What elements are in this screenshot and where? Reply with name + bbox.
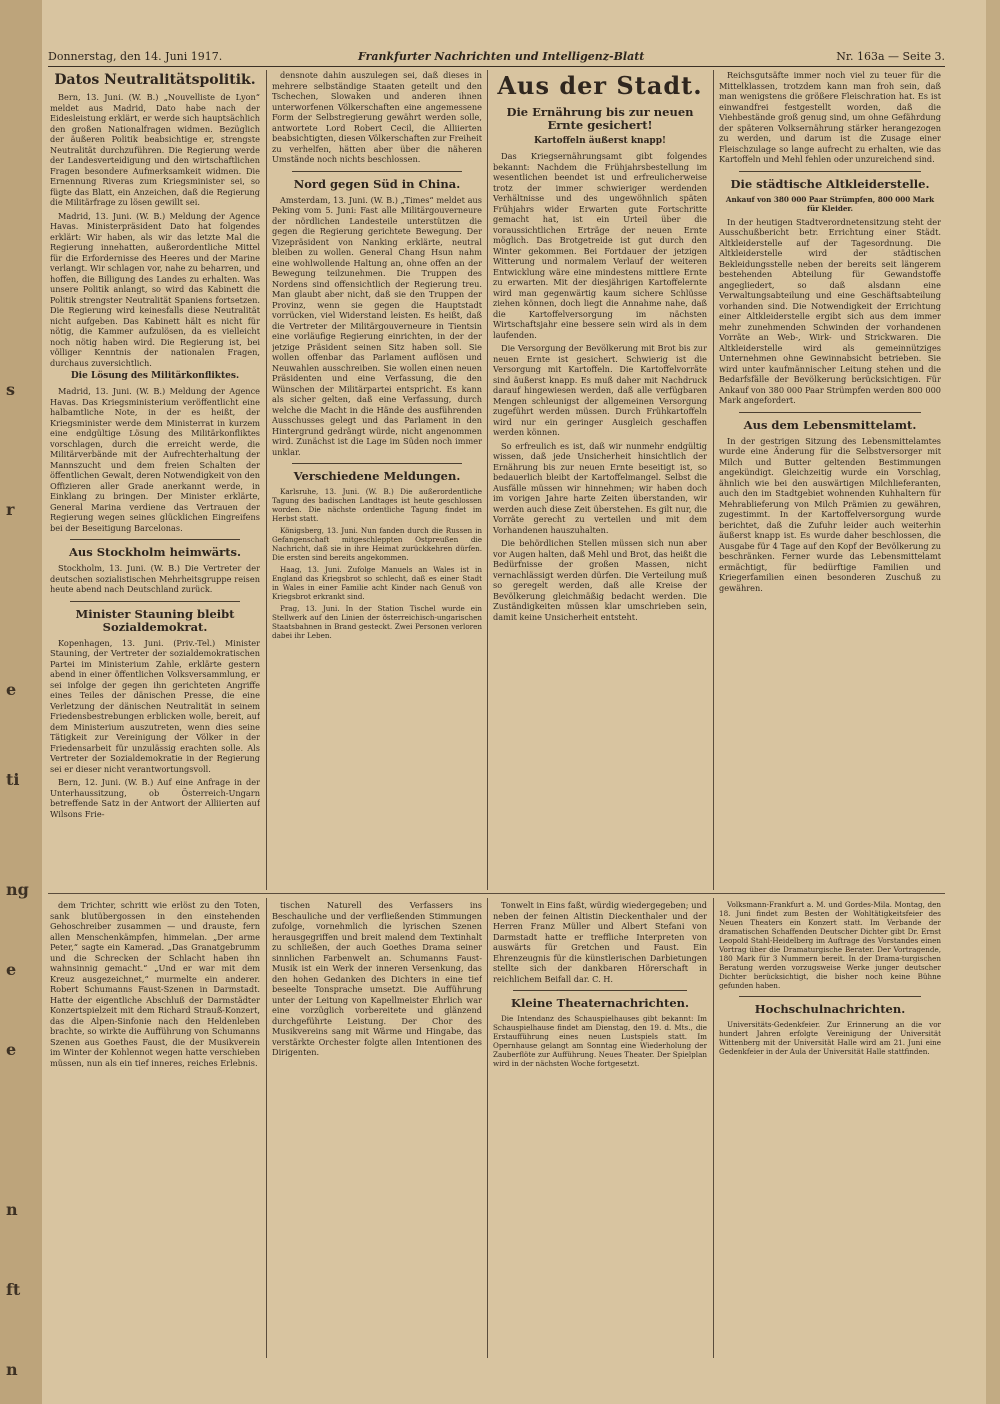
divider — [70, 601, 240, 602]
feuilleton-col-1 — [50, 900, 260, 1355]
column-rule — [266, 898, 267, 1358]
edge-letter: ti — [6, 770, 20, 789]
edge-letter: ft — [6, 1280, 21, 1299]
column-politics — [50, 70, 260, 890]
feuilleton-col-3 — [493, 900, 707, 1355]
edge-letter: e — [6, 680, 17, 699]
previous-page-edge — [0, 0, 42, 1404]
article-text: Reichsgutsäfte immer noch viel zu teuer für die Mittelklassen, trotzdem kann man froh sein, daß man wenigstens die größere Fleischration hat. Es ist einwandfrei festgestellt worden, daß die Viehbestände groß genug sind, um ohne Gefährdung der späteren Volksernährung stärker herangezogen zu werden, und darum ist die Zusage einer Fleischzulage so lange aufrecht zu erhalten, wie das Kartoffeln und Mehl fehlen oder unzureichend sind. — [719, 70, 941, 164]
column-city-2 — [719, 70, 941, 890]
edge-letter: s — [6, 380, 16, 399]
issue-number: Nr. 163a — Seite 3. — [836, 50, 945, 63]
headline-various: Verschiedene Meldungen. — [293, 469, 461, 483]
article-text: Die behördlichen Stellen müssen sich nun aber vor Augen halten, daß Mehl und Brot, das heißt die Bedürfnisse der großen Massen, nicht vernachlässigt werden dürfen. Die Verteilung muß so geregelt werden, daß alle Kreise der Bevölkerung gleichmäßig bedacht werden. Die Zuständigkeiten müssen klar umschrieben sein, damit keine Unsicherheit entsteht. — [493, 538, 707, 622]
divider — [513, 990, 687, 991]
feuilleton-col-4 — [719, 900, 941, 1355]
edge-letter: n — [6, 1200, 18, 1219]
article-text: Kopenhagen, 13. Juni. (Priv.-Tel.) Minister Stauning, der Vertreter der sozialdemokratischen Partei im Ministerium Zahle, erklärte gestern abend in einer öffentlichen Volksversammlung, er sei infolge der gegen ihn gerichteten Angriffe eines Teiles der dänischen Presse, die eine Verletzung der dänischen Neutralität in seinem Friedensbestrebungen erblicken wolle, bereit, auf dem Ministerium auszutreten, wenn dies seine Tätigkeit zur Vereinigung der Völker in der Friedensarbeit für unzulässig erachten solle. Als Vertreter der Sozialdemokratie in der Regierung sei er dieser nicht verantwortungsvoll. — [50, 637, 260, 774]
article-text: Stockholm, 13. Juni. (W. B.) Die Vertreter der deutschen sozialistischen Mehrheitsgruppe reisen heute abend nach Deutschland zurück. — [50, 563, 260, 594]
article-text: Bern, 13. Juni. (W. B.) „Nouvelliste de Lyon“ meldet aus Madrid, Dato habe nach der Eidesleistung erklärt, er werde sich hauptsächlich den großen Nationalfragen widmen. Bezüglich der äußeren Politik beabsichtige er, strengste Neutralität durchzuführen. Die Regierung werde der Landesverteidigung und den wirtschaftlichen Fragen besondere Aufmerksamkeit widmen. Die Ernennung Riveras zum Kriegsminister sei, so fügte das Blatt, ein Anzeichen, daß die Regierung die Militärfrage zu lösen gewillt sei. — [50, 92, 260, 207]
article-text: Volksmann-Frankfurt a. M. und Gordes-Mila. Montag, den 18. Juni findet zum Besten der Wohltätigkeitsfeier des Neuen Theaters ein Konzert statt. Im Verbande der dramatischen Schaffenden Deutscher Dichter gibt Dr. Ernst Leopold Stahl-Heidelberg im Auftrage des Vorstandes einen Vortrag über die Dramaturgische Berater. Der Vortragende, 180 Mark für 3 Nummern bereit. In der Drama-turgischen Beratung werden vorzugsweise Werke junger deutscher Dichter berücksichtigt, die bisher noch keine Bühne gefunden haben. — [719, 900, 941, 990]
section-rule — [48, 893, 945, 894]
headline-clothing: Die städtische Altkleiderstelle. — [730, 176, 930, 191]
divider — [292, 463, 462, 464]
headline-china: Nord gegen Süd in China. — [293, 176, 461, 191]
headline-nutrition: Die Ernährung bis zur neuen Ernte gesichert! — [506, 105, 694, 132]
issue-date: Donnerstag, den 14. Juni 1917. — [48, 50, 223, 63]
newspaper-title: Frankfurter Nachrichten und Intelligenz-Blatt — [358, 50, 645, 63]
article-text: Haag, 13. Juni. Zufolge Manuels an Wales ist in England das Kriegsbrot so schlecht, daß es einer Stadt in Wales in einer Familie acht Kinder nach Genuß von Kriegsbrot erkrankt sind. — [272, 565, 482, 601]
column-rule — [266, 70, 267, 890]
edge-letter: r — [6, 500, 15, 519]
subheadline-military: Die Lösung des Militärkonfliktes. — [70, 371, 240, 381]
headline-theater: Kleine Theaternachrichten. — [510, 996, 690, 1010]
column-rule — [487, 70, 488, 890]
edge-letter: n — [6, 1360, 18, 1379]
masthead — [48, 50, 945, 67]
subheadline-clothing: Ankauf von 380 000 Paar Strümpfen, 800 000 Mark für Kleider. — [725, 194, 935, 213]
headline-neutrality: Datos Neutralitätspolitik. — [54, 72, 256, 88]
column-rule — [487, 898, 488, 1358]
article-text: In der gestrigen Sitzung des Lebensmittelamtes wurde eine Änderung für die Selbstversorger mit Milch und Butter geltenden Bestimmungen angekündigt. Gleichzeitig wurde ein Vorschlag, ähnlich wie bei den auswärtigen Milchlieferanten, auch den im Stadtgebiet wohnenden Kuhhaltern für Mehrablieferung von Milch Prämien zu gewähren, zugestimmt. In der Kartoffelversorgung wurde berichtet, daß die Zufuhr leider auch weiterhin äußerst knapp ist. Es wurde daher beschlossen, die Ausgabe für 4 Tage auf den Kopf der Bevölkerung zu beschränken. Ferner wurde das Lebensmittelamt ermächtigt, für bedürftige Familien und Kriegerfamilien einen besonderen Zuschuß zu gewähren. — [719, 435, 941, 593]
article-text: Amsterdam, 13. Juni. (W. B.) „Times“ meldet aus Peking vom 5. Juni: Fast alle Militärgouverneure der nördlichen Landesteile unterstützen die gegen die Regierung gerichtete Bewegung. Der Vizepräsident von Nanking erklärte, neutral bleiben zu wollen. General Chang Hsun nahm eine wohlwollende Haltung an, ohne offen an der Bewegung teilzunehmen. Die Truppen des Nordens sind offensichtlich der Regierung treu. Man glaubt aber nicht, daß sie den Truppen der Provinz, wenn sie gegen die Hauptstadt vorrücken, viel Widerstand leisten. Es heißt, daß die Vertreter der Militärgouverneure in Tientsin eine vorläufige Regierung einrichten, in der der jetzige Präsident seinen Sitz haben soll. Sie wollen offenbar das Parlament auflösen und Neuwahlen ausschreiben. Sie wollen einen neuen Präsidenten und eine Verfassung, die den Wünschen der Militärpartei entspricht. Es kann als sicher gelten, daß eine Verfassung, durch welche die Macht in die Hände des ausführenden Ausschusses gelegt und das Parlament in den Hintergrund gedrängt würde, nicht angenommen wird. Zunächst ist die Lage im Süden noch immer unklar. — [272, 194, 482, 457]
article-text: Königsberg, 13. Juni. Nun fanden durch die Russen in Gefangenschaft mitgeschleppten Ostpreußen die Nachricht, daß sie in ihre Heimat zurückkehren dürfen. Die ersten sind bereits angekommen. — [272, 526, 482, 562]
article-text: tischen Naturell des Verfassers ins Beschauliche und der verfließenden Stimmungen zufolge, vornehmlich die lyrischen Szenen herausgegriffen und breit malend dem Textinhalt zu schließen, der auch Goethes Drama seiner sinnlichen Farbenwelt an. Schumanns Faust-Musik ist ein Werk der inneren Versenkung, das den hohen Gedanken des Dichters in eine tief beseelte Tonsprache umsetzt. Die Aufführung unter der Leitung von Kapellmeister Ehrlich war eine vorzüglich vorbereitete und glänzend durchgeführte Leistung. Der Chor des Musikvereins sang mit Wärme und Hingabe, das verstärkte Orchester folgte allen Intentionen des Dirigenten. — [272, 900, 482, 1057]
subheadline-potatoes: Kartoffeln äußerst knapp! — [534, 136, 666, 146]
divider — [739, 412, 921, 413]
column-foreign — [272, 70, 482, 890]
column-city — [493, 70, 707, 890]
article-text: In der heutigen Stadtverordnetensitzung steht der Ausschußbericht betr. Errichtung einer Städt. Altkleiderstelle auf der Tagesordnung. Die Altkleiderstelle wird der städtischen Bekleidungsstelle neben der bereits seit längerem bestehenden Abteilung für Gewandstoffe angegliedert, so daß alsdann eine Verwaltungsabteilung und eine Geschäftsabteilung vorhanden sind. Die Notwendigkeit der Errichtung einer Altkleiderstelle ergibt sich aus dem immer mehr zunehmenden Schwinden der vorhandenen Vorräte an Web-, Wirk- und Strickwaren. Die Altkleiderstelle wird als gemeinnütziges Unternehmen ohne Gewinnabsicht betrieben. Sie wird unter kaufmännischer Leitung stehen und die Bedarfsfälle der Bevölkerung berücksichtigen. Für Ankauf von 380 000 Paar Strümpfen werden 800 000 Mark angefordert. — [719, 216, 941, 405]
article-text: Die Intendanz des Schauspielhauses gibt bekannt: Im Schauspielhause findet am Dienstag, den 19. d. Mts., die Erstaufführung eines neuen Lustspiels statt. Im Opernhause gelangt am Sonntag eine Wiederholung der Zauberflöte zur Aufführung. Neues Theater. Der Spielplan wird in der nächsten Woche fortgesetzt. — [493, 1014, 707, 1068]
divider — [739, 996, 921, 997]
article-text: Das Kriegsernährungsamt gibt folgendes bekannt: Nachdem die Frühjahrsbestellung im wesentlichen beendet ist und erfreulicherweise trotz der immer schwieriger werdenden Verhältnisse und des ungewöhnlich späten Frühjahrs wider Erwarten gute Fortschritte gemacht hat, ist ein Urteil über die voraussichtlichen Erträge der neuen Ernte möglich. Das Brotgetreide ist gut durch den Winter gekommen. Bei Fortdauer der jetzigen Witterung und normalem Verlauf der weiteren Entwicklung wäre eine mindestens mittlere Ernte zu erwarten. Mit der diesjährigen Kartoffelernte wird man gegenwärtig kaum sichere Schlüsse ziehen können, doch liegt die Annahme nahe, daß die Kartoffelversorgung im nächsten Wirtschaftsjahr eine bessere sein wird als in dem laufenden. — [493, 151, 707, 340]
column-rule — [713, 898, 714, 1358]
feuilleton-col-2 — [272, 900, 482, 1355]
article-text: Tonwelt in Eins faßt, würdig wiedergegeben; und neben der feinen Altistin Dieckenthaler und der Herren Franz Müller und Albert Stefani von Darmstadt hatte er treffliche Interpreten von auswärts für Gretchen und Faust. Ein Ehrenzeugnis für die künstlerischen Darbietungen stellte sich der dankbaren Hörerschaft in reichlichem Beifall dar. C. H. — [493, 900, 707, 984]
headline-university: Hochschulnachrichten. — [754, 1002, 906, 1016]
article-text: dem Trichter, schritt wie erlöst zu den Toten, sank blutübergossen in den einstehenden Gehoschreiber zusammen — und drauste, fern allen Menschenkämpfen, himmelan. „Der arme Peter,“ sagte ein Kamerad. „Das Granatgebrumm und die Schrecken der Schlacht haben ihn wahnsinnig gemacht.“ „Und er war mit dem Kreuz ausgezeichnet,“ murmelte ein anderer. Robert Schumanns Faust-Szenen in Darmstadt. Hatte der eigentliche Abschluß der Darmstädter Konzertspielzeit mit dem Richard Strauß-Konzert, das die Alpen-Sinfonie nach den Heldenleben brachte, so wirkte die Aufführung von Schumanns Szenen aus Goethes Faust, die der Musikverein im Winter der Kohlennot wegen hatte verschieben müssen, nun als ein tief inneres, reiches Erlebnis. — [50, 900, 260, 1068]
article-text: So erfreulich es ist, daß wir nunmehr endgültig wissen, daß jede Unsicherheit hinsichtlich der Ernährung bis zur neuen Ernte beseitigt ist, so bedauerlich bleibt der Kartoffelmangel. Selbst die Ausfälle müssen wir hinnehmen; wir haben doch im vorigen Jahre harte Zeiten überstanden, wir werden auch diese Zeit überstehen. Es gilt nur, die Vorräte gerecht zu verteilen und mit dem Vorhandenen hauszuhalten. — [493, 440, 707, 535]
divider — [70, 539, 240, 540]
article-text: Die Versorgung der Bevölkerung mit Brot bis zur neuen Ernte ist gesichert. Schwierig ist die Versorgung mit Kartoffeln. Die Kartoffelvorräte sind äußerst knapp. Es muß daher mit Nachdruck darauf hingewiesen werden, daß alle verfügbaren Mengen schleunigst der allgemeinen Versorgung zugeführt werden müssen. Durch Frühkartoffeln wird nur ein geringer Ausgleich geschaffen werden können. — [493, 343, 707, 437]
edge-letter: ng — [6, 880, 29, 899]
article-text: Prag, 13. Juni. In der Station Tischel wurde ein Stellwerk auf den Linien der österreichisch-ungarischen Staatsbahnen in Brand gesteckt. Zwei Personen verloren dabei ihr Leben. — [272, 604, 482, 640]
headline-stockholm: Aus Stockholm heimwärts. — [68, 545, 241, 559]
edge-letter: e — [6, 1040, 17, 1059]
edge-letter: e — [6, 960, 17, 979]
headline-food-office: Aus dem Lebensmittelamt. — [743, 417, 917, 432]
article-text: Madrid, 13. Juni. (W. B.) Meldung der Agence Havas. Das Kriegsministerium veröffentlicht eine halbamtliche Note, in der es heißt, der Kriegsminister werde dem Ministerrat in kurzem eine endgültige Lösung des Militärkonfliktes vorschlagen, durch die erreicht werde, die Militärverbände mit der Aufrechterhaltung der Mannszucht und dem freien Schalten der öffentlichen Gewalt, deren Notwendigkeit von den Offizieren aller Grade anerkannt werde, in Einklang zu bringen. Der Minister erklärte, General Marina verdiene das Vertrauen der Regierung wegen seines glücklichen Eingreifens bei der Beseitigung Barcelonas. — [50, 386, 260, 533]
section-title-city: Aus der Stadt. — [497, 71, 703, 100]
article-text: Madrid, 13. Juni. (W. B.) Meldung der Agence Havas. Ministerpräsident Dato hat folgendes erklärt: Wir haben, als wir das letzte Mal die Regierung innehatten, außerordentliche Mittel für die Erfordernisse des Heeres und der Marine verlangt. Wir schlagen vor, nahe zu beharren, und hoffen, die Billigung des Landes zu erhalten. Was unsere Politik anlangt, so wird das Kabinett die Politik strengster Neutralität Spaniens fortsetzen. Die Regierung wird keinesfalls diese Neutralität nicht aufgeben. Das Kabinett hält es nicht für nötig, die Kammer aufzulösen, da es vielleicht noch nötig haben wird. Die Regierung ist, bei völliger Kenntnis der nationalen Fragen, durchaus zuversichtlich. — [50, 210, 260, 368]
article-text: Karlsruhe, 13. Juni. (W. B.) Die außerordentliche Tagung des badischen Landtages ist heute geschlossen worden. Die nächste ordentliche Tagung findet im Herbst statt. — [272, 487, 482, 523]
divider — [292, 171, 462, 172]
article-text: Bern, 12. Juni. (W. B.) Auf eine Anfrage in der Unterhaussitzung, ob Österreich-Ungarn betreffende Satz in der Antwort der Alliierten auf Wilsons Frie- — [50, 777, 260, 819]
article-text: densnote dahin auszulegen sei, daß dieses in mehrere selbständige Staaten geteilt und den Tschechen, Slowaken und anderen ihnen unterworfenen Völkerschaften eine angemessene Form der Selbstregierung gewährt werden solle, antwortete Lord Robert Cecil, die Alliierten beabsichtigten, diesen Völkerschaften zur Freiheit zu verhelfen, hätten aber über die näheren Umstände noch nichts beschlossen. — [272, 70, 482, 164]
divider — [739, 171, 921, 172]
column-rule — [713, 70, 714, 890]
article-text: Universitäts-Gedenkfeier. Zur Erinnerung an die vor hundert Jahren erfolgte Vereinigung der Universität Wittenberg mit der Universität Halle wird am 21. Juni eine Gedenkfeier in der Aula der Universität Halle stattfinden. — [719, 1020, 941, 1056]
page-fold — [986, 0, 1000, 1404]
headline-stauning: Minister Stauning bleibt Sozialdemokrat. — [75, 606, 235, 634]
